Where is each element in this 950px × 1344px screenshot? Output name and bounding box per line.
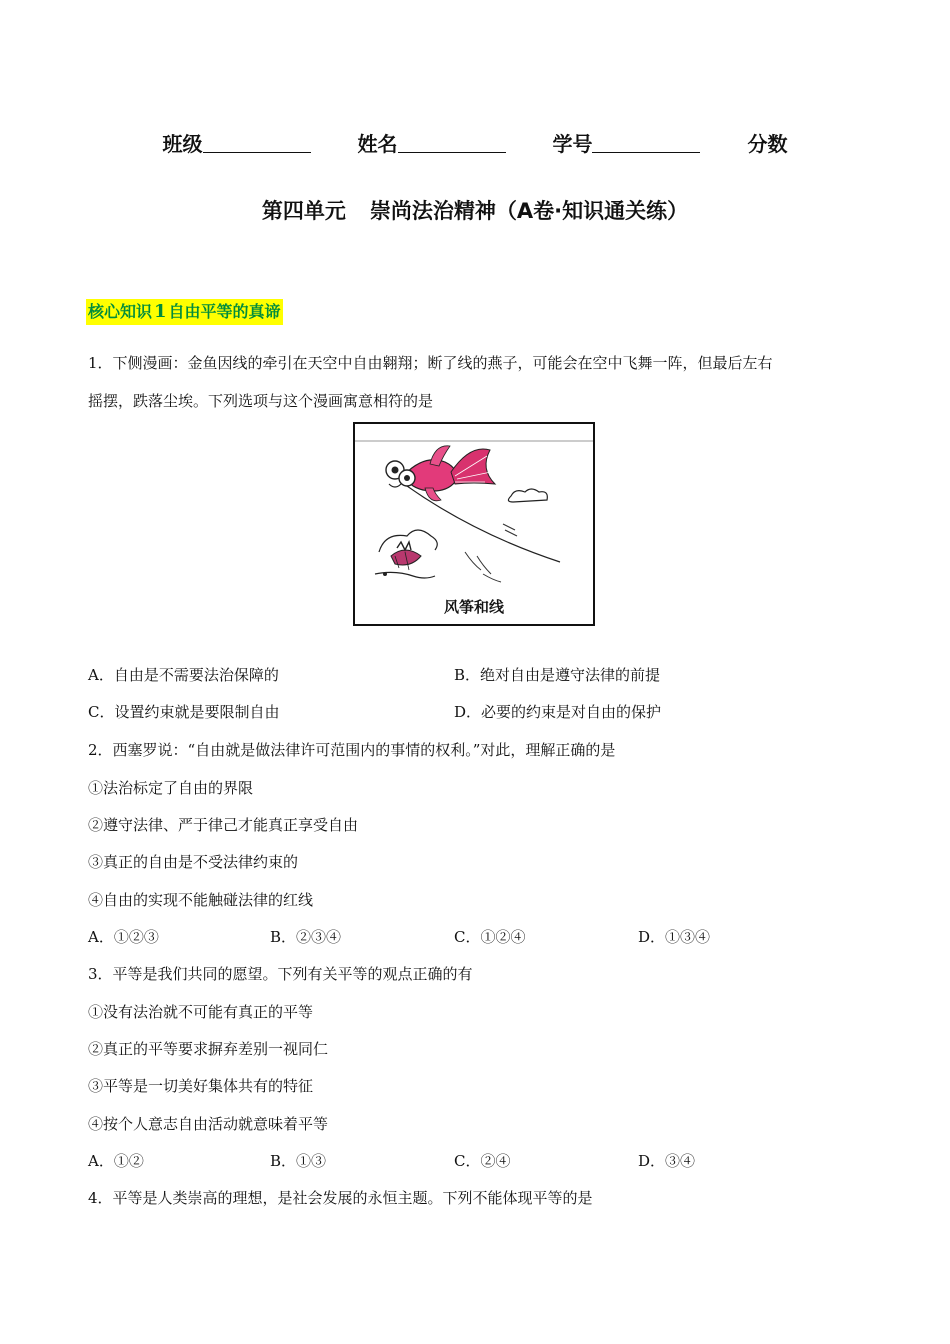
section-heading bbox=[86, 299, 283, 325]
q3-option-c[interactable]: C．②④ bbox=[454, 1152, 511, 1170]
unit-name: 崇尚法治精神（A卷·知识通关练） bbox=[369, 199, 689, 223]
q1-stem-line1: 1．下侧漫画：金鱼因线的牵引在天空中自由翱翔；断了线的燕子，可能会在空中飞舞一阵，但最后左右 bbox=[88, 354, 773, 372]
q1-option-b[interactable]: B．绝对自由是遵守法律的前提 bbox=[454, 666, 661, 684]
page-title bbox=[0, 195, 950, 225]
q2-item: ①法治标定了自由的界限 bbox=[88, 779, 254, 797]
q3-item: ③平等是一切美好集体共有的特征 bbox=[88, 1077, 314, 1095]
figure-caption: 风筝和线 bbox=[443, 598, 504, 616]
q2-item: ④自由的实现不能触碰法律的红线 bbox=[88, 891, 314, 909]
goldfish-kite-icon bbox=[386, 446, 495, 501]
q1-option-d[interactable]: D．必要的约束是对自由的保护 bbox=[454, 703, 662, 721]
q1-option-c[interactable]: C．设置约束就是要限制自由 bbox=[88, 703, 280, 721]
q3-item: ②真正的平等要求摒弃差别一视同仁 bbox=[88, 1040, 329, 1058]
student-id-field[interactable] bbox=[552, 128, 700, 157]
q3-option-d[interactable]: D．③④ bbox=[638, 1152, 696, 1170]
cloud-icon bbox=[508, 489, 547, 502]
kite-cartoon-illustration bbox=[355, 424, 593, 624]
q3-item: ①没有法治就不可能有真正的平等 bbox=[88, 1003, 314, 1021]
student-id-label: 学号 bbox=[552, 132, 593, 156]
q3-option-b[interactable]: B．①③ bbox=[270, 1152, 327, 1170]
q1-option-a[interactable]: A．自由是不需要法治保障的 bbox=[88, 666, 279, 684]
q3-item: ④按个人意志自由活动就意味着平等 bbox=[88, 1115, 329, 1133]
q2-option-b[interactable]: B．②③④ bbox=[270, 928, 342, 946]
q3-stem: 3．平等是我们共同的愿望。下列有关平等的观点正确的有 bbox=[88, 965, 473, 983]
name-label: 姓名 bbox=[357, 132, 398, 156]
class-label: 班级 bbox=[162, 132, 203, 156]
student-info-header bbox=[0, 128, 950, 157]
score-label: 分数 bbox=[747, 132, 788, 156]
falling-swallow-icon bbox=[375, 530, 437, 578]
name-field[interactable] bbox=[358, 128, 506, 157]
q2-stem: 2．西塞罗说：“自由就是做法律许可范围内的事情的权利。”对此，理解正确的是 bbox=[88, 741, 616, 759]
class-blank[interactable] bbox=[203, 134, 311, 153]
q3-option-a[interactable]: A．①② bbox=[88, 1152, 144, 1170]
section-topic: 自由平等的真谛 bbox=[168, 302, 281, 321]
q1-stem-line2: 摇摆，跌落尘埃。下列选项与这个漫画寓意相符的是 bbox=[88, 392, 434, 410]
kite-cartoon-figure bbox=[353, 422, 595, 626]
q4-stem: 4．平等是人类崇高的理想，是社会发展的永恒主题。下列不能体现平等的是 bbox=[88, 1189, 593, 1207]
unit-label: 第四单元 bbox=[261, 199, 346, 223]
section-label: 核心知识 bbox=[88, 302, 153, 321]
q2-item: ③真正的自由是不受法律约束的 bbox=[88, 853, 299, 871]
score-field bbox=[747, 128, 787, 157]
q2-option-d[interactable]: D．①③④ bbox=[638, 928, 711, 946]
q2-item: ②遵守法律、严于律己才能真正享受自由 bbox=[88, 816, 359, 834]
class-field[interactable] bbox=[163, 128, 311, 157]
q2-option-c[interactable]: C．①②④ bbox=[454, 928, 526, 946]
student-id-blank[interactable] bbox=[592, 134, 700, 153]
name-blank[interactable] bbox=[398, 134, 506, 153]
section-number: 1 bbox=[154, 301, 167, 322]
q2-option-a[interactable]: A．①②③ bbox=[88, 928, 159, 946]
